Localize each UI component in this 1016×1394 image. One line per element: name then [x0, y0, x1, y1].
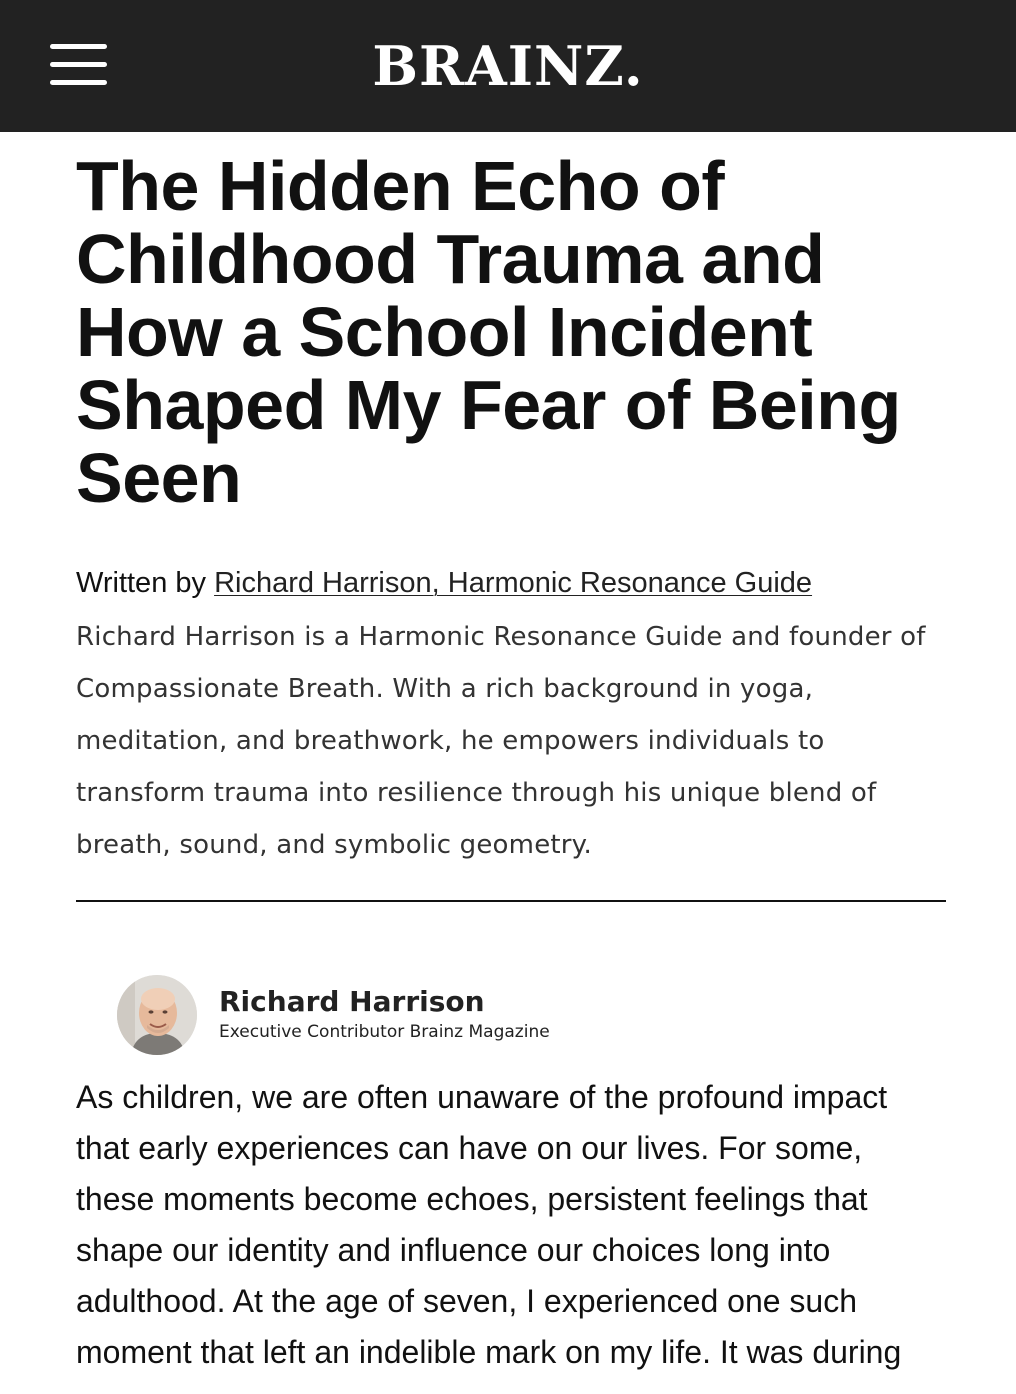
avatar[interactable]	[117, 975, 197, 1055]
site-header	[0, 0, 1016, 132]
author-bio: Richard Harrison is a Harmonic Resonance Guide and founder of Compassionate Breath. With a rich background in yoga, meditation, and breathwork, he empowers individuals to transform trauma into resilience through his unique blend of breath, sound, and symbolic geometry.	[76, 622, 926, 860]
author-link[interactable]: Richard Harrison, Harmonic Resonance Guide	[214, 567, 813, 599]
article-body-paragraph: As children, we are often unaware of the profound impact that early experiences can have on our lives. For some, these moments become echoes, persistent feelings that shape our identity and influence our choices long into adulthood. At the age of seven, I experienced one such moment that left an indelible mark on my life. It was during	[76, 1079, 902, 1370]
byline-prefix: Written by	[76, 567, 215, 599]
section-divider	[76, 900, 946, 902]
author-card	[117, 975, 717, 1055]
author-name[interactable]: Richard Harrison	[219, 985, 485, 1018]
author-role: Executive Contributor Brainz Magazine	[219, 1022, 550, 1042]
byline	[76, 565, 946, 601]
article-title: The Hidden Echo of Childhood Trauma and How a School Incident Shaped My Fear of Being Seen	[76, 147, 901, 517]
article-header	[76, 147, 946, 871]
author-avatar-image	[117, 975, 197, 1055]
site-logo[interactable]: BRAINZ.	[372, 34, 644, 98]
